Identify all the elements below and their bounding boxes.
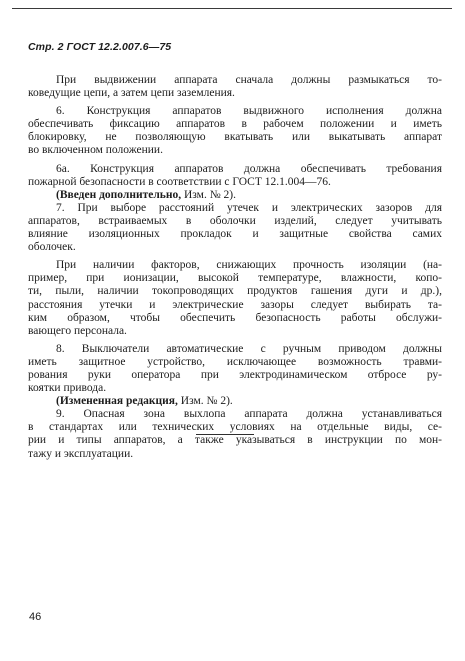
text-line: аппаратов, встраиваемых в оболочки изделий, следует учитывать <box>28 214 442 227</box>
text-line: коведущие цепи, а затем цепи заземления. <box>28 87 235 100</box>
text-line: 9. Опасная зона выхлопа аппарата должна устанавливаться <box>56 408 442 421</box>
text-line: При наличии факторов, снижающих прочность изоляции (на- <box>56 259 442 272</box>
text-line <box>28 189 442 202</box>
amendment-note-rest: Изм. № 2). <box>181 188 237 201</box>
paragraph-1 <box>28 74 442 100</box>
text-line <box>28 395 442 408</box>
text-line: в стандартах или технических условиях на отдельные виды, се- <box>28 421 442 434</box>
paragraph-7 <box>28 202 442 254</box>
document-body <box>28 74 442 461</box>
amendment-note <box>28 395 442 408</box>
text-line: рования руки оператора при электродинамическом отбросе ру- <box>28 368 442 381</box>
text-line: коятки привода. <box>28 382 107 395</box>
text-line: пожарной безопасности в соответствии с ГОСТ 12.1.004—76. <box>28 175 331 188</box>
amendment-note <box>28 189 442 202</box>
end-rule <box>196 434 254 435</box>
text-line: ким образом, чтобы обеспечить безопасность работы обслужи- <box>28 311 442 324</box>
text-line: 6. Конструкция аппаратов выдвижного исполнения должна <box>56 105 442 118</box>
text-line: При выдвижении аппарата сначала должны размыкаться то- <box>56 74 442 86</box>
text-line: 7. При выборе расстояний утечек и электрических зазоров для <box>56 201 442 214</box>
amendment-note-bold: (Введен дополнительно, <box>56 188 182 201</box>
paragraph-7-continued <box>28 259 442 338</box>
text-line: расстояния утечки и электрические зазоры следует выбирать та- <box>28 298 442 311</box>
text-line: влияние изоляционных прокладок и защитные свойства самих <box>28 228 442 241</box>
paragraph-6 <box>28 105 442 157</box>
text-line: 6а. Конструкция аппаратов должна обеспечивать требования <box>56 162 442 175</box>
paragraph-6a <box>28 163 442 189</box>
text-line: иметь защитное устройство, исключающее возможность травми- <box>28 355 442 368</box>
text-line: ти, пыли, наличии токопроводящих продуктов гашения дуги и др.), <box>28 285 442 298</box>
paragraph-8 <box>28 343 442 395</box>
text-line: блокировку, не позволяющую вкатывать или выкатывать аппарат <box>28 131 442 144</box>
text-line: 8. Выключатели автоматические с ручным приводом должны <box>56 342 442 355</box>
text-line: вающего персонала. <box>28 324 127 337</box>
page-number: 46 <box>29 611 42 623</box>
top-rule <box>12 8 452 9</box>
amendment-note-rest: Изм. № 2). <box>177 395 233 408</box>
text-line: во включенном положении. <box>28 144 163 157</box>
text-line: обеспечивать фиксацию аппаратов в рабочем положении и иметь <box>28 118 442 131</box>
text-line: рии и типы аппаратов, а также указываться в инструкции по мон- <box>28 434 442 447</box>
amendment-note-bold: (Измененная редакция, <box>56 395 178 408</box>
running-head: Стр. 2 ГОСТ 12.2.007.6—75 <box>28 41 172 53</box>
text-line: пример, при ионизации, высокой температуре, влажности, копо- <box>28 272 442 285</box>
text-line: тажу и эксплуатации. <box>28 447 134 460</box>
text-line: оболочек. <box>28 241 76 254</box>
